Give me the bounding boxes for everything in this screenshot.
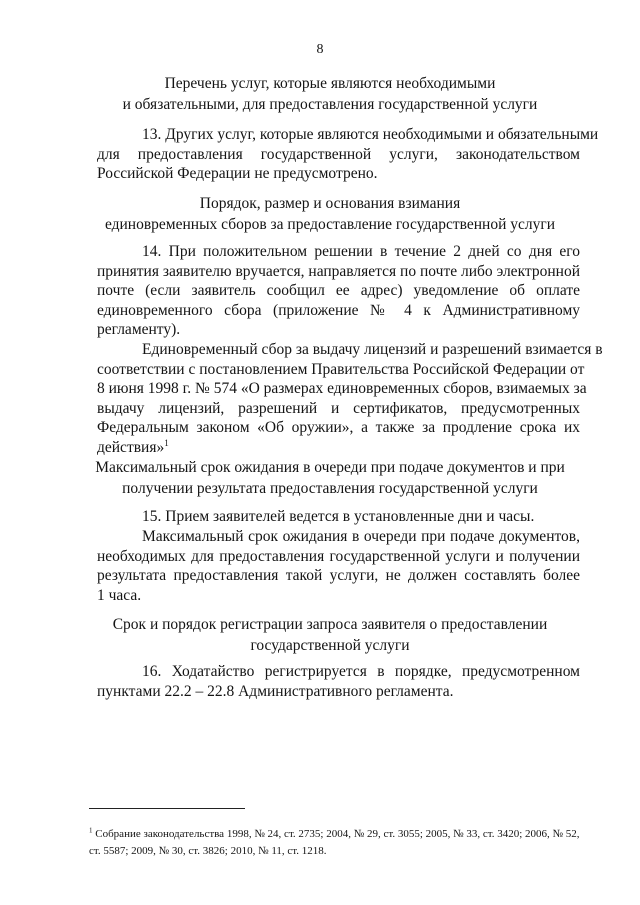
text-line: 15. Прием заявителей ведется в установленные дни и часы. bbox=[142, 508, 535, 525]
heading-queue-time bbox=[80, 457, 580, 499]
heading-line: государственной услуги bbox=[250, 637, 410, 654]
text-line: необходимых для предоставления государственной услуги и получении bbox=[97, 547, 580, 565]
text-line: пунктами 22.2 – 22.8 Административного регламента. bbox=[97, 682, 454, 700]
paragraph-one-time-fee bbox=[97, 340, 603, 457]
text-line: 14. При положительном решении в течение 2 дней со дня его bbox=[142, 243, 580, 260]
text-line: Федеральным законом «Об оружии», а также за продление срока их bbox=[97, 419, 580, 436]
text-line: результата предоставления такой услуги, не должен составлять более bbox=[97, 567, 580, 584]
text-line: принятия заявителю вручается, направляется по почте либо электронной bbox=[97, 262, 580, 280]
heading-related-services bbox=[80, 73, 580, 115]
text-line: почте (если заявитель сообщил ее адрес) уведомление об оплате bbox=[97, 282, 580, 299]
heading-line: Перечень услуг, которые являются необходимыми bbox=[164, 75, 496, 92]
text-line: Единовременный сбор за выдачу лицензий и разрешений взимается в bbox=[142, 341, 603, 358]
text-line: 8 июня 1998 г. № 574 «О размерах единовременных сборов, взимаемых за bbox=[97, 380, 587, 397]
text-line: регламенту). bbox=[97, 321, 181, 338]
paragraph-16 bbox=[97, 662, 580, 701]
footnote bbox=[89, 826, 580, 860]
footnote-marker: 1 bbox=[89, 826, 93, 835]
heading-line: Порядок, размер и основания взимания bbox=[199, 195, 461, 212]
text-line bbox=[97, 438, 580, 458]
footnote-line: ст. 5587; 2009, № 30, ст. 3826; 2010, № 11, ст. 1218. bbox=[89, 845, 327, 857]
page-number: 8 bbox=[316, 42, 324, 57]
paragraph-13 bbox=[97, 125, 599, 184]
footnote-text: Собрание законодательства 1998, № 24, ст. 2735; 2004, № 29, ст. 3055; 2005, № 33, ст. 3420; 2006, № 52, bbox=[95, 828, 580, 840]
paragraph-14 bbox=[97, 242, 580, 340]
heading-line: получении результата предоставления государственной услуги bbox=[122, 480, 538, 497]
heading-line: и обязательными, для предоставления государственной услуги bbox=[122, 96, 538, 113]
text-line: выдачу лицензий, разрешений и сертификатов, предусмотренных bbox=[97, 399, 580, 417]
text-line: для предоставления государственной услуги, законодательством bbox=[97, 145, 580, 163]
heading-registration bbox=[80, 614, 580, 656]
heading-line: единовременных сборов за предоставление государственной услуги bbox=[104, 216, 556, 233]
text-line: единовременного сбора (приложение № 4 к Административному bbox=[97, 301, 580, 319]
heading-line: Срок и порядок регистрации запроса заявителя о предоставлении bbox=[112, 616, 548, 633]
text-fragment: действия» bbox=[97, 438, 165, 456]
text-line: соответствии с постановлением Правительства Российской Федерации от bbox=[97, 360, 585, 378]
text-line: Максимальный срок ожидания в очереди при подаче документов, bbox=[142, 528, 580, 545]
footnote-divider bbox=[89, 808, 245, 809]
text-line: 1 часа. bbox=[97, 586, 142, 604]
footnote-line bbox=[89, 826, 580, 843]
heading-fees bbox=[80, 193, 580, 235]
text-line: Российской Федерации не предусмотрено. bbox=[97, 165, 378, 182]
footnote-reference: 1 bbox=[164, 437, 169, 448]
heading-line: Максимальный срок ожидания в очереди при подаче документов и при bbox=[95, 459, 565, 476]
text-line: 13. Других услуг, которые являются необходимыми и обязательными bbox=[142, 126, 599, 143]
text-line: 16. Ходатайство регистрируется в порядке, предусмотренном bbox=[142, 663, 580, 680]
paragraph-15 bbox=[97, 507, 580, 527]
paragraph-max-wait bbox=[97, 527, 580, 605]
